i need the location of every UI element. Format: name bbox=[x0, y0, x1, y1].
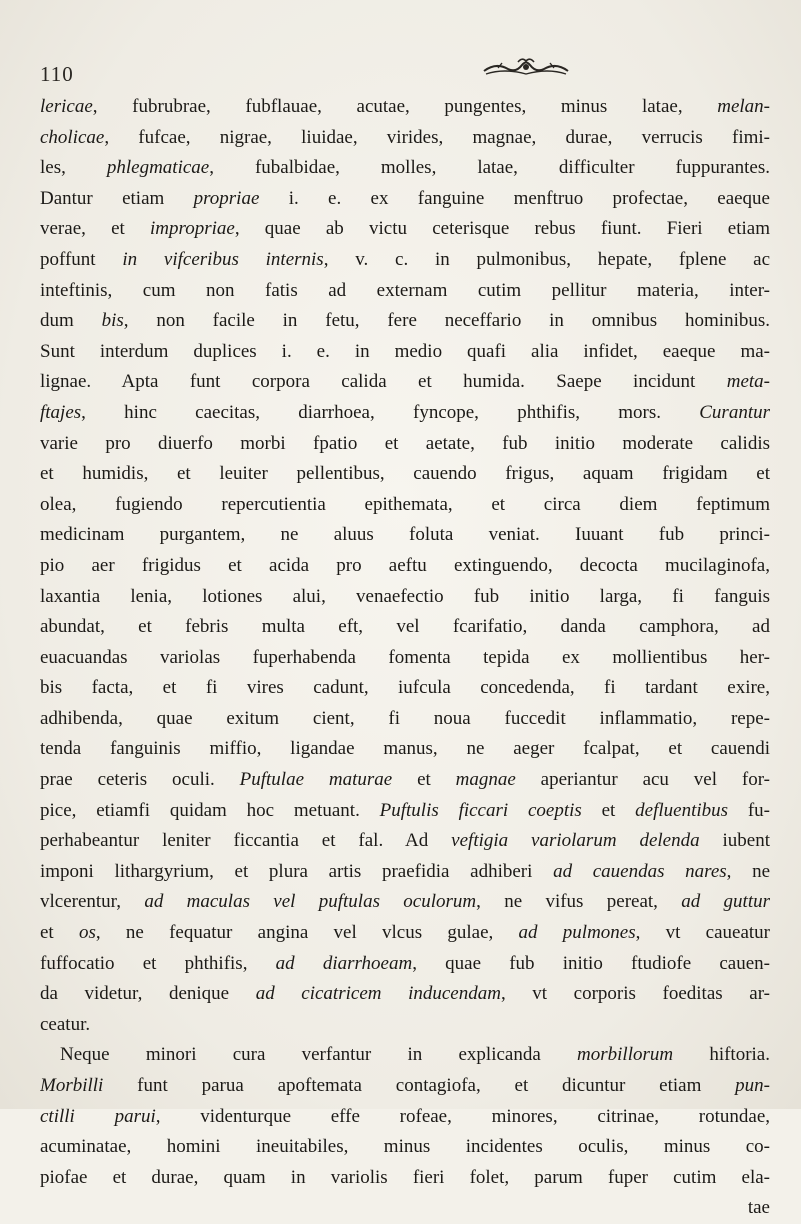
text-line bbox=[40, 949, 770, 980]
italic-term: ad cicatricem inducendam bbox=[255, 983, 501, 1005]
text-run: , ne vifus pereat, bbox=[476, 891, 682, 913]
text-run: , quae ab victu ceterisque rebus fiunt. Fieri etiam bbox=[234, 218, 770, 240]
text-run: piofae et durae, quam in variolis fieri folet, parum fuper cutim ela- bbox=[40, 1166, 770, 1188]
text-run: euacuandas variolas fuperhabenda fomenta tepida ex mollientibus her- bbox=[40, 646, 770, 668]
text-run: et bbox=[40, 922, 79, 944]
text-run: , vt caueatur bbox=[635, 922, 770, 944]
italic-term: morbillorum bbox=[577, 1044, 674, 1066]
text-run: vlcerentur, bbox=[40, 891, 145, 913]
text-line bbox=[40, 459, 770, 490]
text-line bbox=[40, 704, 770, 735]
text-line bbox=[40, 887, 770, 918]
text-line bbox=[40, 92, 770, 123]
text-line bbox=[40, 765, 770, 796]
text-line bbox=[40, 520, 770, 551]
text-line bbox=[40, 245, 770, 276]
italic-term: os bbox=[78, 922, 96, 944]
text-line bbox=[40, 367, 770, 398]
italic-term: ad maculas vel puftulas oculorum bbox=[144, 891, 477, 913]
italic-term: veftigia variolarum delenda bbox=[451, 830, 700, 852]
italic-term: impropriae bbox=[150, 218, 235, 240]
text-run: inteftinis, cum non fatis ad externam cutim pellitur materia, inter- bbox=[40, 279, 770, 301]
text-line bbox=[40, 857, 770, 888]
text-run: fuffocatio et phthifis, bbox=[40, 952, 276, 974]
text-run: lignae. Apta funt corpora calida et humida. Saepe incidunt bbox=[40, 371, 727, 393]
italic-term: propriae bbox=[193, 187, 260, 209]
text-line bbox=[40, 337, 770, 368]
italic-term: ad guttur bbox=[681, 891, 770, 913]
text-line bbox=[40, 429, 770, 460]
text-run: , ne bbox=[726, 860, 770, 882]
text-line bbox=[40, 184, 770, 215]
printers-ornament-icon bbox=[478, 56, 574, 78]
text-run: olea, fugiendo repercutientia epithemata, et circa diem feptimum bbox=[40, 493, 770, 515]
text-run: , v. c. in pulmonibus, hepate, fplene ac bbox=[323, 248, 770, 270]
body-text bbox=[40, 92, 770, 1224]
text-line bbox=[40, 1010, 770, 1041]
text-run: Neque minori cura verfantur in explicanda bbox=[60, 1044, 578, 1066]
text-run: les, bbox=[40, 157, 107, 179]
italic-term: meta- bbox=[726, 371, 770, 393]
text-run: dum bbox=[40, 310, 102, 332]
text-line bbox=[40, 123, 770, 154]
text-run: , fufcae, nigrae, liuidae, virides, magnae, durae, verrucis fimi- bbox=[104, 126, 770, 148]
italic-term: ftajes bbox=[40, 401, 82, 423]
text-line bbox=[40, 214, 770, 245]
italic-term: pun- bbox=[735, 1075, 770, 1096]
italic-term: Puftulis ficcari coeptis bbox=[379, 799, 582, 821]
text-line bbox=[40, 979, 770, 1010]
italic-term: lericae bbox=[40, 96, 93, 117]
italic-term: bis bbox=[101, 310, 124, 332]
text-line bbox=[40, 1040, 770, 1071]
text-run: acuminatae, homini ineuitabiles, minus incidentes oculis, minus co- bbox=[40, 1136, 770, 1158]
text-run: pice, etiamfi quidam hoc metuant. bbox=[40, 799, 380, 821]
text-line bbox=[40, 306, 770, 337]
text-run: , vt corporis foeditas ar- bbox=[500, 983, 770, 1005]
text-run: et bbox=[392, 769, 456, 791]
text-run: , non facile in fetu, fere neceffario in omnibus hominibus. bbox=[123, 310, 770, 332]
text-run: poffunt bbox=[40, 248, 123, 270]
text-run: , hinc caecitas, diarrhoea, fyncope, phthifis, mors. bbox=[81, 401, 700, 423]
text-run: et humidis, et leuiter pellentibus, cauendo frigus, aquam frigidam et bbox=[40, 463, 770, 485]
italic-term: phlegmaticae bbox=[106, 157, 210, 179]
text-run: , quae fub initio ftudiofe cauen- bbox=[412, 952, 770, 974]
text-line bbox=[40, 1132, 770, 1163]
italic-term: Curantur bbox=[699, 401, 770, 423]
text-line bbox=[40, 551, 770, 582]
text-run: iubent bbox=[699, 830, 770, 852]
text-run: tenda fanguinis miffio, ligandae manus, ne aeger fcalpat, et cauendi bbox=[40, 738, 770, 760]
text-run: da videtur, denique bbox=[40, 983, 256, 1005]
text-run: aperiantur acu vel for- bbox=[515, 769, 770, 791]
text-run: abundat, et febris multa eft, vel fcarifatio, danda camphora, ad bbox=[40, 616, 770, 638]
text-run: imponi lithargyrium, et plura artis praefidia adhiberi bbox=[40, 860, 554, 882]
text-run: adhibenda, quae exitum cient, fi noua fuccedit inflammatio, repe- bbox=[40, 707, 770, 729]
text-line bbox=[40, 612, 770, 643]
text-run: fu- bbox=[728, 799, 770, 821]
text-run: bis facta, et fi vires cadunt, iufcula concedenda, fi tardant exire, bbox=[40, 677, 770, 699]
text-line bbox=[40, 153, 770, 184]
text-run: prae ceteris oculi. bbox=[40, 769, 240, 791]
italic-term: Morbilli bbox=[40, 1075, 104, 1096]
text-run: Sunt interdum duplices i. e. in medio quafi alia infidet, eaeque ma- bbox=[40, 340, 770, 362]
text-run: ceatur. bbox=[40, 1013, 91, 1035]
text-run: , videnturque effe rofeae, minores, citrinae, rotundae, bbox=[155, 1105, 770, 1127]
italic-term: cholicae bbox=[40, 126, 105, 148]
text-run: medicinam purgantem, ne aluus foluta veniat. Iuuant fub princi- bbox=[40, 524, 770, 546]
text-run: funt parua apoftemata contagiofa, et dicuntur etiam bbox=[103, 1075, 736, 1096]
text-run: verae, et bbox=[40, 218, 151, 240]
italic-term: Puftulae maturae bbox=[239, 769, 393, 791]
text-line bbox=[40, 1102, 770, 1133]
text-run: i. e. ex fanguine menftruo profectae, eaeque bbox=[259, 187, 770, 209]
text-line bbox=[40, 918, 770, 949]
text-run: perhabeantur leniter ficcantia et fal. Ad bbox=[40, 830, 452, 852]
text-line bbox=[40, 826, 770, 857]
italic-term: ad diarrhoeam bbox=[275, 952, 413, 974]
text-run: et bbox=[581, 799, 636, 821]
catchword bbox=[40, 1193, 770, 1224]
text-line bbox=[40, 673, 770, 704]
text-run: Dantur etiam bbox=[40, 187, 194, 209]
text-run: , ne fequatur angina vel vlcus gulae, bbox=[95, 922, 519, 944]
text-run: tae bbox=[747, 1197, 770, 1219]
page-number: 110 bbox=[40, 62, 74, 86]
text-line bbox=[40, 276, 770, 307]
text-line bbox=[40, 1163, 770, 1194]
text-run: varie pro diuerfo morbi fpatio et aetate, fub initio moderate calidis bbox=[40, 432, 770, 454]
italic-term: in vifceribus internis bbox=[122, 248, 324, 270]
italic-term: defluentibus bbox=[635, 799, 729, 821]
text-run: hiftoria. bbox=[673, 1044, 770, 1066]
text-line bbox=[40, 796, 770, 827]
text-line bbox=[40, 643, 770, 674]
text-line bbox=[40, 490, 770, 521]
text-line bbox=[40, 734, 770, 765]
italic-term: melan- bbox=[717, 96, 770, 117]
italic-term: ctilli parui bbox=[40, 1105, 156, 1127]
text-run: , fubalbidae, molles, latae, difficulter fuppurantes. bbox=[209, 157, 770, 179]
text-run: , fubrubrae, fubflauae, acutae, pungentes, minus latae, bbox=[92, 96, 718, 117]
italic-term: ad cauendas nares bbox=[553, 860, 727, 882]
text-line bbox=[40, 398, 770, 429]
text-run: laxantia lenia, lotiones alui, venaefectio fub initio larga, fi fanguis bbox=[40, 585, 770, 607]
text-run: pio aer frigidus et acida pro aeftu extinguendo, decocta mucilaginofa, bbox=[40, 554, 770, 576]
italic-term: ad pulmones bbox=[518, 922, 636, 944]
text-line bbox=[40, 1071, 770, 1102]
italic-term: magnae bbox=[455, 769, 516, 791]
text-line bbox=[40, 582, 770, 613]
